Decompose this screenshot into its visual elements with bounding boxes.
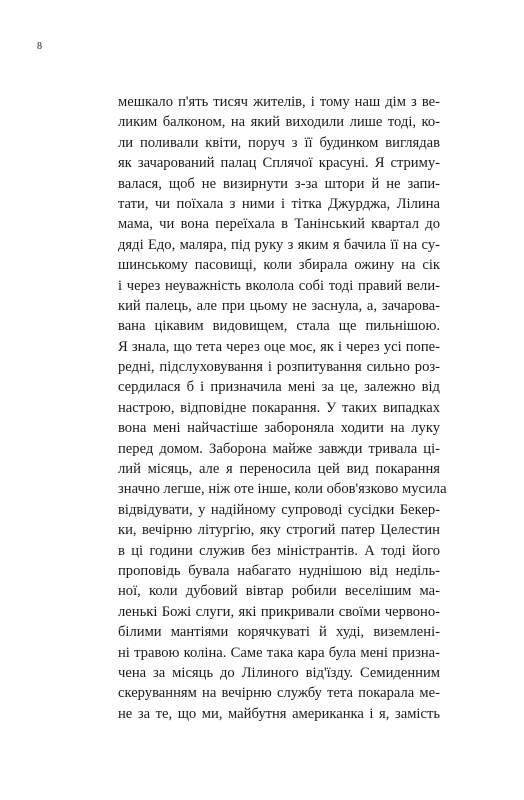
- text-line: ні травою коліна. Саме така кара була мені призна-: [118, 644, 440, 661]
- text-line: проповідь бувала набагато нуднішою від неділь-: [118, 562, 440, 579]
- text-line: ки, вечірню літургію, яку строгий патер Целестин: [118, 522, 440, 539]
- text-line: чена за місяць до Лілиного від'їзду. Семиденним: [118, 664, 440, 681]
- text-line: ликим балконом, на який виходили лише тоді, ко-: [118, 114, 440, 131]
- text-line: скеруванням на вечірню службу тета покарала ме-: [118, 685, 440, 702]
- text-line: дяді Едо, маляра, під руку з яким я бачила її на су-: [118, 236, 440, 253]
- text-line: вана цікавим видовищем, стала ще пильнішою.: [118, 318, 440, 335]
- text-line: сердилася б і призначила мені за це, залежно від: [118, 379, 440, 396]
- text-line: в ці години служив без міністрантів. А тоді його: [118, 542, 440, 559]
- text-line: настрою, відповідне покарання. У таких випадках: [118, 399, 440, 416]
- page-number: 8: [37, 41, 43, 52]
- text-line: ної, коли дубовий вівтар робили веселішим ма-: [118, 583, 440, 600]
- text-line: мама, чи вона переїхала в Танінський квартал до: [118, 216, 440, 233]
- text-line: перед домом. Заборона майже завжди тривала ці-: [118, 440, 440, 457]
- text-line: і через неуважність вколола собі тоді правий вели-: [118, 277, 440, 294]
- text-line: кий палець, але при цьому не заснула, а, зачарова-: [118, 297, 440, 314]
- text-line: лий місяць, але я переносила цей вид покарання: [118, 461, 440, 478]
- body-text: [118, 92, 447, 724]
- text-line: як зачарований палац Сплячої красуні. Я стриму-: [118, 155, 440, 172]
- text-line: мешкало п'ять тисяч жителів, і тому наш дім з ве-: [118, 94, 440, 110]
- text-line: Я знала, що тета через оце моє, як і через усі попе-: [118, 338, 440, 355]
- text-line: не за те, що ми, майбутня американка і я, замість: [118, 705, 440, 722]
- text-line: ли поливали квіти, поруч з її будинком виглядав: [118, 134, 440, 151]
- text-line: шинському пасовищі, коли збирала ожину на сік: [118, 257, 440, 274]
- text-line: валася, щоб не визирнути з-за штори й не запи-: [118, 175, 440, 192]
- text-line: значно легше, ніж оте інше, коли обов'язково мусила: [118, 481, 447, 498]
- text-line: ленькі Божі слуги, які прикривали своїми червоно-: [118, 603, 440, 620]
- text-line: вона мені найчастіше забороняла ходити на луку: [118, 420, 440, 437]
- text-line: відвідувати, у надійному супроводі сусідки Бекер-: [118, 501, 440, 518]
- text-line: редні, підслуховування і розпитування сильно роз-: [118, 359, 440, 376]
- text-line: білими мантіями корячкуваті й худі, виземлені-: [118, 624, 440, 641]
- text-line: тати, чи поїхала з ними і тітка Джурджа, Лілина: [118, 195, 440, 212]
